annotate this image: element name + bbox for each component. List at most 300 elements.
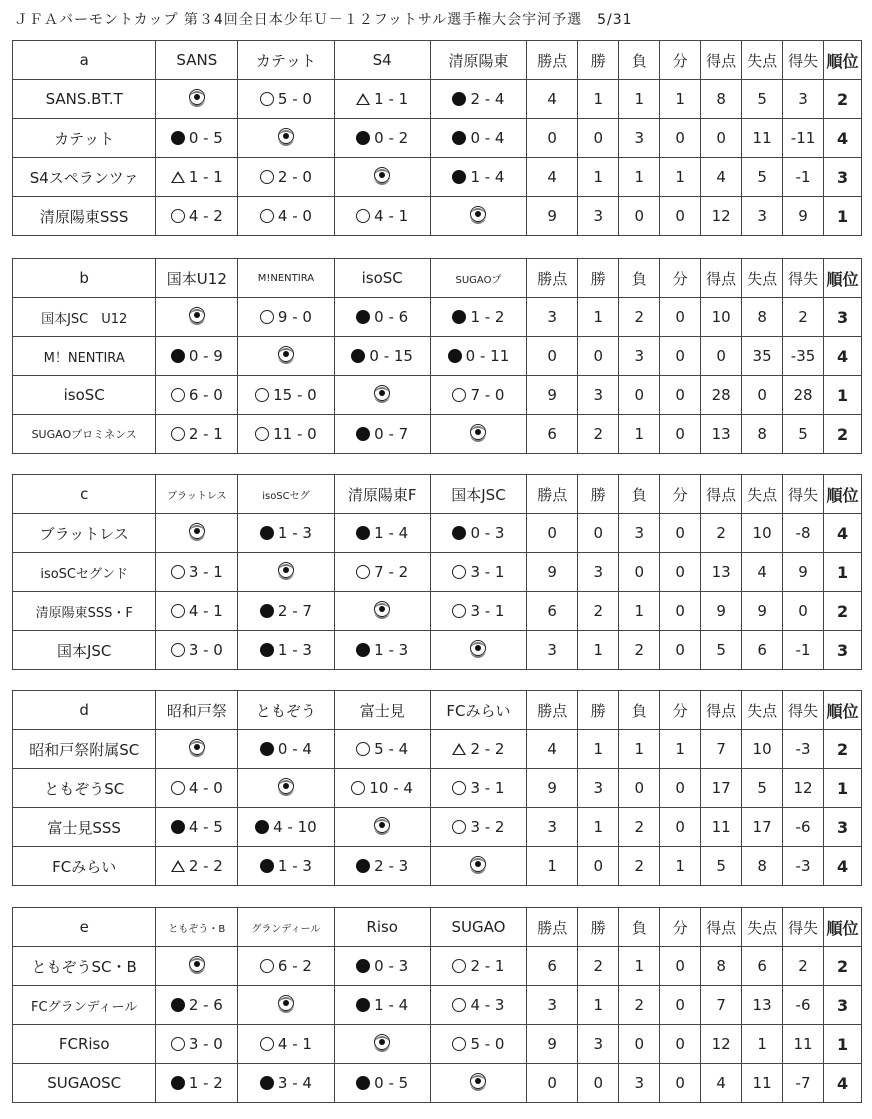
- soccer-ball-icon: [470, 424, 486, 440]
- stat-value: 9: [783, 553, 824, 592]
- stat-value: 2: [619, 298, 660, 337]
- loss-dot-icon: [171, 349, 185, 363]
- stat-header: 勝点: [527, 259, 578, 298]
- match-result: [430, 553, 526, 592]
- soccer-ball-icon: [278, 562, 294, 578]
- stat-value: 1: [619, 415, 660, 454]
- stat-value: 1: [578, 298, 619, 337]
- match-result: [334, 337, 430, 376]
- win-circle-icon: [452, 998, 466, 1012]
- stat-value: 0: [619, 1025, 660, 1064]
- soccer-ball-icon: [374, 601, 390, 617]
- match-score: 0 - 6: [374, 308, 409, 326]
- match-score: 9 - 0: [277, 308, 312, 326]
- loss-dot-icon: [260, 526, 274, 540]
- stat-value: 0: [619, 376, 660, 415]
- stat-value: 10: [701, 298, 742, 337]
- match-result: [430, 80, 526, 119]
- stat-header: 勝: [578, 475, 619, 514]
- team-name: ともぞうSC: [13, 769, 156, 808]
- rank-value: 1: [824, 197, 862, 236]
- stat-value: 4: [742, 553, 783, 592]
- soccer-ball-icon: [374, 1034, 390, 1050]
- match-result: [156, 769, 238, 808]
- group-name: d: [13, 691, 156, 730]
- stat-value: 9: [701, 592, 742, 631]
- match-score: 2 - 7: [277, 602, 312, 620]
- win-circle-icon: [356, 209, 370, 223]
- match-result: [430, 947, 526, 986]
- stat-header: 負: [619, 475, 660, 514]
- win-circle-icon: [452, 604, 466, 618]
- soccer-ball-icon: [278, 778, 294, 794]
- rank-value: 1: [824, 1025, 862, 1064]
- stat-value: 0: [527, 514, 578, 553]
- stat-value: 5: [742, 158, 783, 197]
- stat-value: 1: [619, 730, 660, 769]
- opponent-header: Riso: [334, 908, 430, 947]
- match-score: 0 - 3: [374, 957, 409, 975]
- table-row: [13, 553, 862, 592]
- stat-value: 0: [660, 415, 701, 454]
- group-name: e: [13, 908, 156, 947]
- match-result: [238, 592, 334, 631]
- match-score: 2 - 0: [277, 168, 312, 186]
- team-name: SANS.BT.T: [13, 80, 156, 119]
- stat-value: 3: [578, 553, 619, 592]
- win-circle-icon: [452, 388, 466, 402]
- stat-value: 3: [527, 808, 578, 847]
- match-result: [156, 592, 238, 631]
- stat-value: 6: [527, 415, 578, 454]
- self-match-cell: [238, 553, 334, 592]
- page-title: ＪＦＡバーモントカップ 第３4回全日本少年Ｕ－１２フットサル選手権大会宇河予選 5/31: [14, 12, 633, 28]
- rank-value: 4: [824, 1064, 862, 1103]
- opponent-header: FCみらい: [430, 691, 526, 730]
- stat-header: 失点: [742, 259, 783, 298]
- stat-value: 3: [619, 1064, 660, 1103]
- match-score: 7 - 2: [374, 563, 409, 581]
- stat-value: -35: [783, 337, 824, 376]
- match-result: [430, 119, 526, 158]
- match-result: [238, 158, 334, 197]
- match-result: [334, 298, 430, 337]
- match-result: [238, 631, 334, 670]
- match-score: 1 - 4: [470, 168, 505, 186]
- match-score: 0 - 4: [470, 129, 505, 147]
- match-result: [334, 947, 430, 986]
- opponent-header: 清原陽東: [430, 41, 526, 80]
- stat-value: 0: [660, 808, 701, 847]
- team-name: M！NENTIRA: [13, 337, 156, 376]
- rank-value: 2: [824, 80, 862, 119]
- stat-value: 0: [660, 376, 701, 415]
- win-circle-icon: [171, 604, 185, 618]
- stat-value: 0: [578, 514, 619, 553]
- rank-value: 4: [824, 847, 862, 886]
- match-score: 2 - 6: [188, 996, 223, 1014]
- loss-dot-icon: [356, 959, 370, 973]
- win-circle-icon: [260, 209, 274, 223]
- stat-value: 6: [527, 947, 578, 986]
- loss-dot-icon: [171, 1076, 185, 1090]
- stat-header: 得失: [783, 259, 824, 298]
- self-match-cell: [238, 769, 334, 808]
- match-result: [430, 514, 526, 553]
- loss-dot-icon: [260, 1076, 274, 1090]
- match-score: 1 - 3: [277, 857, 312, 875]
- self-match-cell: [430, 197, 526, 236]
- match-score: 4 - 1: [374, 207, 409, 225]
- match-score: 0 - 9: [188, 347, 223, 365]
- stat-value: 3: [783, 80, 824, 119]
- table-row: [13, 986, 862, 1025]
- stat-value: 7: [701, 730, 742, 769]
- win-circle-icon: [255, 388, 269, 402]
- stat-value: 3: [527, 986, 578, 1025]
- stat-value: 2: [578, 415, 619, 454]
- match-score: 1 - 3: [277, 524, 312, 542]
- rank-value: 3: [824, 986, 862, 1025]
- match-result: [430, 158, 526, 197]
- stat-value: 2: [619, 847, 660, 886]
- self-match-cell: [238, 337, 334, 376]
- stat-header: 失点: [742, 41, 783, 80]
- match-result: [238, 514, 334, 553]
- match-result: [238, 1025, 334, 1064]
- table-row: [13, 592, 862, 631]
- stat-header: 得点: [701, 691, 742, 730]
- team-name: カテット: [13, 119, 156, 158]
- self-match-cell: [334, 1025, 430, 1064]
- match-score: 4 - 1: [277, 1035, 312, 1053]
- group-name: a: [13, 41, 156, 80]
- stat-value: 0: [527, 119, 578, 158]
- stat-value: 3: [527, 298, 578, 337]
- opponent-header: SUGAOプ: [430, 259, 526, 298]
- match-result: [156, 197, 238, 236]
- win-circle-icon: [171, 388, 185, 402]
- team-name: SUGAOプロミネンス: [13, 415, 156, 454]
- stat-value: 8: [701, 947, 742, 986]
- loss-dot-icon: [351, 349, 365, 363]
- stat-value: 3: [527, 631, 578, 670]
- stat-value: 1: [578, 986, 619, 1025]
- stat-value: 17: [742, 808, 783, 847]
- group-table-d: [12, 690, 862, 886]
- self-match-cell: [334, 808, 430, 847]
- match-score: 2 - 1: [470, 957, 505, 975]
- match-score: 0 - 3: [470, 524, 505, 542]
- match-result: [430, 986, 526, 1025]
- opponent-header: SANS: [156, 41, 238, 80]
- soccer-ball-icon: [189, 307, 205, 323]
- match-result: [334, 80, 430, 119]
- loss-dot-icon: [260, 742, 274, 756]
- stat-header: 失点: [742, 691, 783, 730]
- rank-value: 1: [824, 376, 862, 415]
- loss-dot-icon: [356, 643, 370, 657]
- stat-value: 4: [527, 80, 578, 119]
- table-row: [13, 1025, 862, 1064]
- stat-header: 分: [660, 691, 701, 730]
- stat-value: 0: [619, 197, 660, 236]
- stat-value: 10: [742, 514, 783, 553]
- stat-value: 2: [578, 592, 619, 631]
- match-result: [334, 631, 430, 670]
- match-result: [238, 298, 334, 337]
- opponent-header: isoSCセグ: [238, 475, 334, 514]
- match-score: 3 - 1: [470, 602, 505, 620]
- stat-value: 2: [701, 514, 742, 553]
- match-score: 10 - 4: [369, 779, 413, 797]
- stat-value: 0: [660, 986, 701, 1025]
- stat-value: 3: [578, 197, 619, 236]
- match-score: 2 - 2: [188, 857, 223, 875]
- match-result: [156, 376, 238, 415]
- stat-value: 0: [660, 197, 701, 236]
- match-score: 2 - 2: [470, 740, 505, 758]
- stat-value: 1: [578, 631, 619, 670]
- rank-value: 4: [824, 337, 862, 376]
- group-name: b: [13, 259, 156, 298]
- stat-value: 13: [701, 553, 742, 592]
- self-match-cell: [156, 80, 238, 119]
- match-score: 2 - 4: [470, 90, 505, 108]
- match-result: [334, 514, 430, 553]
- loss-dot-icon: [356, 859, 370, 873]
- match-result: [238, 80, 334, 119]
- stat-header: 得失: [783, 908, 824, 947]
- win-circle-icon: [171, 427, 185, 441]
- match-result: [156, 158, 238, 197]
- match-score: 6 - 0: [188, 386, 223, 404]
- stat-value: 1: [660, 847, 701, 886]
- match-score: 1 - 3: [374, 641, 409, 659]
- opponent-header: 国本U12: [156, 259, 238, 298]
- stat-value: 9: [742, 592, 783, 631]
- match-result: [430, 298, 526, 337]
- stat-value: 4: [527, 730, 578, 769]
- loss-dot-icon: [171, 820, 185, 834]
- stat-value: 8: [701, 80, 742, 119]
- match-score: 3 - 2: [470, 818, 505, 836]
- stat-value: 3: [578, 376, 619, 415]
- stat-value: 11: [742, 1064, 783, 1103]
- match-result: [430, 1025, 526, 1064]
- stat-header: 得失: [783, 691, 824, 730]
- stat-value: 6: [742, 631, 783, 670]
- stat-value: 13: [701, 415, 742, 454]
- stat-value: 35: [742, 337, 783, 376]
- stat-value: 0: [527, 1064, 578, 1103]
- group-table-c: [12, 474, 862, 670]
- self-match-cell: [430, 1064, 526, 1103]
- match-score: 1 - 4: [374, 524, 409, 542]
- opponent-header: カテット: [238, 41, 334, 80]
- stat-value: 9: [527, 769, 578, 808]
- stat-value: 7: [701, 986, 742, 1025]
- stat-value: 17: [701, 769, 742, 808]
- team-name: isoSCセグンド: [13, 553, 156, 592]
- match-score: 3 - 1: [470, 779, 505, 797]
- stat-value: 11: [701, 808, 742, 847]
- match-result: [156, 808, 238, 847]
- stat-value: 6: [742, 947, 783, 986]
- match-result: [334, 730, 430, 769]
- rank-value: 3: [824, 298, 862, 337]
- stat-value: 0: [578, 337, 619, 376]
- match-result: [430, 769, 526, 808]
- rank-value: 2: [824, 730, 862, 769]
- match-result: [334, 197, 430, 236]
- table-row: [13, 415, 862, 454]
- header-row: [13, 908, 862, 947]
- draw-triangle-icon: [452, 743, 466, 755]
- stat-header: 得点: [701, 908, 742, 947]
- stat-header: 勝点: [527, 908, 578, 947]
- header-row: [13, 259, 862, 298]
- self-match-cell: [156, 514, 238, 553]
- stat-value: 1: [619, 158, 660, 197]
- match-score: 3 - 4: [277, 1074, 312, 1092]
- team-name: FCグランディール: [13, 986, 156, 1025]
- match-score: 4 - 2: [188, 207, 223, 225]
- match-score: 4 - 10: [273, 818, 317, 836]
- match-score: 0 - 4: [277, 740, 312, 758]
- stat-value: 4: [701, 158, 742, 197]
- stat-value: 4: [527, 158, 578, 197]
- stat-value: 1: [742, 1025, 783, 1064]
- stat-header: 負: [619, 259, 660, 298]
- stat-value: 2: [578, 947, 619, 986]
- soccer-ball-icon: [470, 856, 486, 872]
- stat-header: 得点: [701, 259, 742, 298]
- stat-value: 1: [619, 80, 660, 119]
- self-match-cell: [334, 592, 430, 631]
- opponent-header: ブラットレス: [156, 475, 238, 514]
- self-match-cell: [238, 986, 334, 1025]
- self-match-cell: [156, 947, 238, 986]
- draw-triangle-icon: [171, 171, 185, 183]
- match-result: [334, 847, 430, 886]
- stat-value: 1: [660, 158, 701, 197]
- group-table-e: [12, 907, 862, 1103]
- match-result: [238, 808, 334, 847]
- table-row: [13, 376, 862, 415]
- match-score: 5 - 0: [470, 1035, 505, 1053]
- stat-value: 10: [742, 730, 783, 769]
- match-score: 11 - 0: [273, 425, 317, 443]
- stat-value: 11: [783, 1025, 824, 1064]
- stat-value: 12: [783, 769, 824, 808]
- team-name: S4スペランツァ: [13, 158, 156, 197]
- soccer-ball-icon: [278, 128, 294, 144]
- stat-value: 1: [660, 730, 701, 769]
- match-result: [334, 415, 430, 454]
- match-result: [430, 808, 526, 847]
- soccer-ball-icon: [278, 346, 294, 362]
- group-table-b: [12, 258, 862, 454]
- stat-value: 12: [701, 197, 742, 236]
- match-score: 3 - 1: [470, 563, 505, 581]
- opponent-header: 昭和戸祭: [156, 691, 238, 730]
- stat-value: -3: [783, 847, 824, 886]
- match-result: [156, 631, 238, 670]
- match-result: [156, 1064, 238, 1103]
- stat-value: 1: [619, 592, 660, 631]
- stat-value: 1: [578, 808, 619, 847]
- stat-value: 5: [742, 80, 783, 119]
- stat-header: 順位: [824, 41, 862, 80]
- win-circle-icon: [171, 781, 185, 795]
- loss-dot-icon: [356, 427, 370, 441]
- stat-value: 0: [619, 553, 660, 592]
- match-result: [156, 337, 238, 376]
- match-result: [156, 415, 238, 454]
- stat-value: 2: [783, 947, 824, 986]
- team-name: 清原陽東SSS・F: [13, 592, 156, 631]
- loss-dot-icon: [452, 92, 466, 106]
- stat-value: 8: [742, 298, 783, 337]
- table-row: [13, 514, 862, 553]
- draw-triangle-icon: [171, 860, 185, 872]
- rank-value: 2: [824, 592, 862, 631]
- match-score: 0 - 11: [465, 347, 510, 365]
- win-circle-icon: [356, 742, 370, 756]
- match-result: [430, 337, 526, 376]
- stat-value: 0: [660, 947, 701, 986]
- team-name: isoSC: [13, 376, 156, 415]
- loss-dot-icon: [356, 998, 370, 1012]
- loss-dot-icon: [260, 859, 274, 873]
- match-result: [334, 553, 430, 592]
- stat-header: 負: [619, 908, 660, 947]
- table-row: [13, 337, 862, 376]
- rank-value: 1: [824, 553, 862, 592]
- match-result: [156, 1025, 238, 1064]
- match-result: [334, 769, 430, 808]
- soccer-ball-icon: [374, 385, 390, 401]
- group-name: c: [13, 475, 156, 514]
- stat-value: -8: [783, 514, 824, 553]
- match-result: [156, 119, 238, 158]
- rank-value: 4: [824, 514, 862, 553]
- match-score: 0 - 2: [374, 129, 409, 147]
- stat-value: -11: [783, 119, 824, 158]
- match-score: 1 - 4: [374, 996, 409, 1014]
- self-match-cell: [334, 158, 430, 197]
- stat-header: 勝点: [527, 41, 578, 80]
- stat-value: 4: [701, 1064, 742, 1103]
- stat-value: 0: [660, 337, 701, 376]
- loss-dot-icon: [452, 170, 466, 184]
- table-row: [13, 947, 862, 986]
- stat-value: 0: [660, 514, 701, 553]
- opponent-header: 富士見: [334, 691, 430, 730]
- stat-value: 3: [578, 1025, 619, 1064]
- self-match-cell: [156, 730, 238, 769]
- stat-header: 負: [619, 691, 660, 730]
- win-circle-icon: [260, 170, 274, 184]
- loss-dot-icon: [255, 820, 269, 834]
- match-result: [430, 376, 526, 415]
- match-result: [238, 197, 334, 236]
- match-score: 3 - 0: [188, 641, 223, 659]
- stat-value: 5: [701, 631, 742, 670]
- match-result: [156, 847, 238, 886]
- match-score: 7 - 0: [470, 386, 505, 404]
